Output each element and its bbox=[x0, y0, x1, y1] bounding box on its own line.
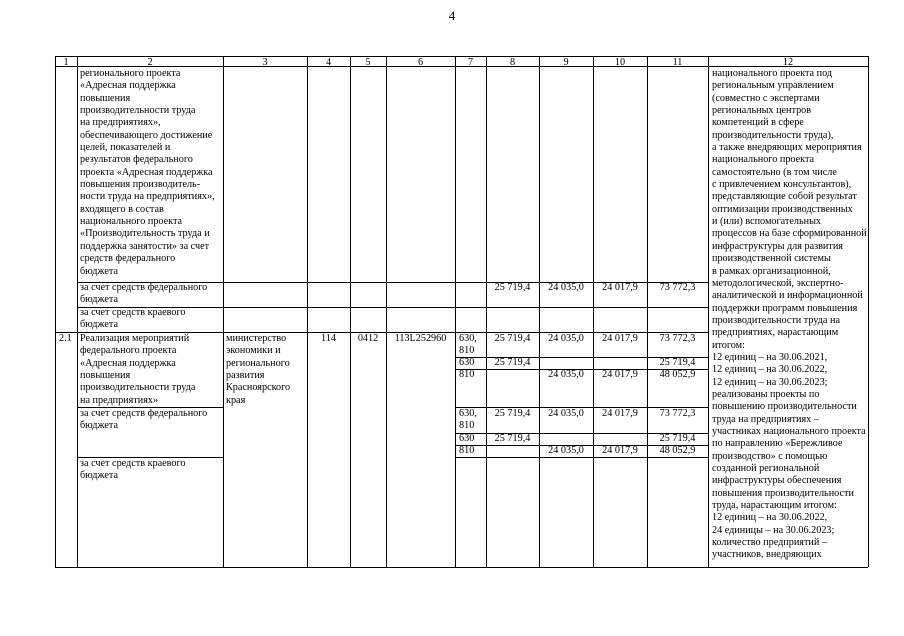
header-col-5: 5 bbox=[365, 57, 371, 68]
row21-f1-c10: 24 017,9 bbox=[602, 408, 638, 419]
page-number: 4 bbox=[448, 8, 456, 23]
vr-code: 630, 810 bbox=[459, 333, 477, 357]
vr-code: 630 bbox=[459, 433, 475, 444]
cont-federal-c10: 24 017,9 bbox=[602, 282, 638, 293]
csr-code: 113L252960 bbox=[394, 333, 447, 344]
continuation-description: регионального проекта «Адресная поддержка повышения производительности труда на предприятиях», обеспечивающего достижение целей, показателей и результатов федерального проекта «Адресная поддержка повышения производитель- ности труда на предприятиях», входящего в состав национального проекта «Производительность труда и поддержка занятости» за счет средств федерального бюджета bbox=[80, 68, 215, 277]
rzpr-code: 0412 bbox=[357, 333, 379, 344]
header-col-8: 8 bbox=[509, 57, 516, 68]
vr-code: 810 bbox=[459, 445, 475, 456]
grbs-code: 114 bbox=[321, 333, 336, 344]
continuation-regional-label: за счет средств краевого бюджета bbox=[80, 307, 186, 331]
activity-name: Реализация мероприятий федерального проекта «Адресная поддержка повышения производительности труда на предприятиях» bbox=[80, 333, 196, 406]
continuation-federal-label: за счет средств федерального бюджета bbox=[80, 282, 208, 306]
vr-code: 630, 810 bbox=[459, 408, 477, 432]
row21-f1-c8: 25 719,4 bbox=[494, 408, 531, 419]
vr-code: 630 bbox=[459, 357, 475, 368]
row21-f3-c11: 48 052,9 bbox=[659, 445, 696, 456]
row21-federal-label: за счет средств федерального бюджета bbox=[80, 408, 208, 432]
row21-f2-c8: 25 719,4 bbox=[494, 433, 531, 444]
row21-f3-c9: 24 035,0 bbox=[548, 445, 584, 456]
row21-f1-c9: 24 035,0 bbox=[548, 408, 584, 419]
cont-federal-c8: 25 719,4 bbox=[494, 282, 531, 293]
header-col-4: 4 bbox=[325, 57, 332, 68]
cont-federal-c11: 73 772,3 bbox=[659, 282, 696, 293]
budget-table bbox=[55, 56, 868, 567]
header-col-7: 7 bbox=[467, 57, 474, 68]
header-col-1: 1 bbox=[63, 57, 69, 68]
row-number: 2.1 bbox=[59, 333, 72, 344]
header-col-10: 10 bbox=[614, 57, 626, 68]
row21-l1-c11: 73 772,3 bbox=[659, 333, 696, 344]
header-col-9: 9 bbox=[563, 57, 569, 68]
row21-l1-c10: 24 017,9 bbox=[602, 333, 638, 344]
header-col-3: 3 bbox=[262, 57, 268, 68]
row21-l1-c8: 25 719,4 bbox=[494, 333, 531, 344]
row21-l2-c11: 25 719,4 bbox=[659, 357, 696, 368]
responsible-ministry: министерство экономики и регионального развития Красноярского края bbox=[226, 333, 291, 406]
row21-l3-c10: 24 017,9 bbox=[602, 369, 638, 380]
header-col-11: 11 bbox=[672, 57, 683, 68]
vr-code: 810 bbox=[459, 369, 475, 380]
row21-f1-c11: 73 772,3 bbox=[659, 408, 696, 419]
row21-f3-c10: 24 017,9 bbox=[602, 445, 638, 456]
header-col-12: 12 bbox=[782, 57, 794, 68]
row21-l2-c8: 25 719,4 bbox=[494, 357, 531, 368]
header-col-6: 6 bbox=[417, 57, 424, 68]
header-col-2: 2 bbox=[147, 57, 153, 68]
row21-l3-c9: 24 035,0 bbox=[548, 369, 584, 380]
cont-federal-c9: 24 035,0 bbox=[548, 282, 584, 293]
row21-regional-label: за счет средств краевого бюджета bbox=[80, 458, 186, 482]
row21-l3-c11: 48 052,9 bbox=[659, 369, 696, 380]
row21-l1-c9: 24 035,0 bbox=[548, 333, 584, 344]
row21-f2-c11: 25 719,4 bbox=[659, 433, 696, 444]
result-description: национального проекта под региональным управлением (совместно с экспертами региональных центров компетенций в сфере производительности труда), а также внедряющих мероприятия национального проекта самостоятельно (в том числе с привлечением консультантов), представляющие собой результат оптимизации производственных и (или) вспомогательных процессов на базе сформированной инфраструктуры для развития производственной системы в рамках организационной, методологической, экспертно- аналитической и информационной поддержки программ повышения производительности труда на предприятиях, нарастающим итогом: 12 единиц – на 30.06.2021, 12 единиц – на 30.06.2022, 12 единиц – на 30.06.2023; реализованы проекты по повышению производительности труда на предприятиях – участниках национального проекта по направлению «Бережливое производство» с помощью созданной региональной инфраструктуры обеспечения повышения производительности труда, нарастающим итогом: 12 единиц – на 30.06.2022, 24 единицы – на 30.06.2023; количество предприятий – участников, внедряющих bbox=[712, 68, 867, 561]
